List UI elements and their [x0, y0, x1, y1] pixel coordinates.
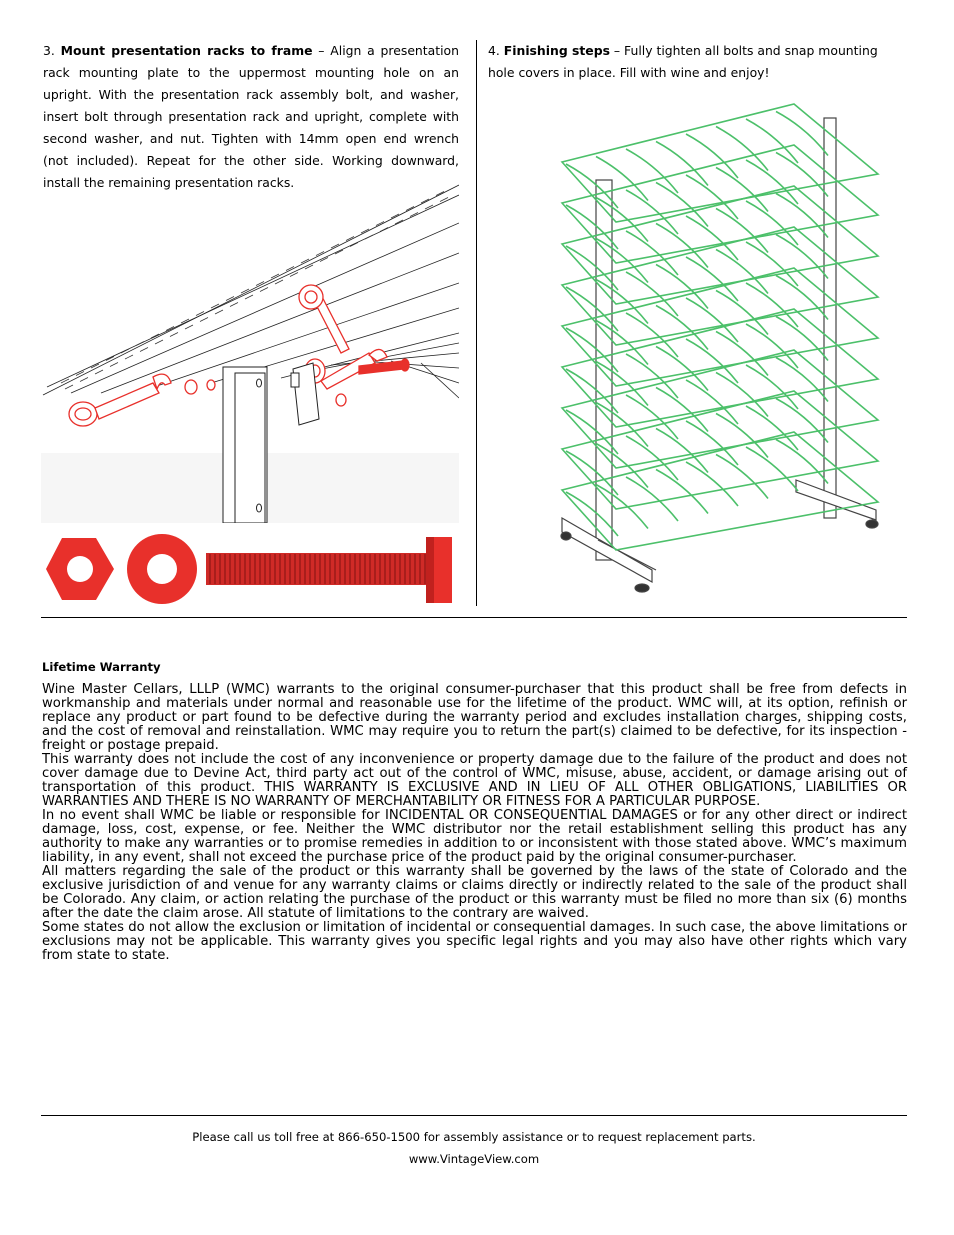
step-3-text: – Align a presentation rack mounting plate to the uppermost mounting hole on an upright. With the presentation rack assembly bolt, and washer, insert bolt through presentation rack and upright, complete with second washer, and nut. Tighten with 14mm open end wrench (not included). Repeat for the other side. Working downward, install the remaining presentation racks. [43, 43, 459, 190]
warranty-paragraph: Wine Master Cellars, LLLP (WMC) warrants to the original consumer-purchaser that this product shall be free from defects in workmanship and materials under normal and reasonable use for the lifetime of the product. WMC will, at its option, refinish or replace any product or part found to be defective during the warranty period and excludes installation charges, shipping costs, and the cost of removal and reinstallation. WMC may require you to return the part(s) claimed to be defective, for its inspection - freight or postage prepaid. [42, 682, 907, 753]
finished-rack-illustration [556, 100, 886, 596]
support-phone-line: Please call us toll free at 866-650-1500 for assembly assistance or to request replacement parts. [192, 1130, 756, 1144]
step-4-title: Finishing steps [503, 43, 610, 58]
footer-divider [41, 1115, 907, 1116]
step-3-title: Mount presentation racks to frame [60, 43, 313, 58]
step-4-number: 4. [488, 43, 500, 58]
warranty-paragraph: In no event shall WMC be liable or responsible for INCIDENTAL OR CONSEQUENTIAL DAMAGES or for any other direct or indirect damage, loss, cost, expense, or fee. Neither the WMC distributor nor the retail establishment selling this product has any authority to make any warranties or to promise remedies in addition to or inconsistent with those stated above. WMC’s maximum liability, in any event, shall not exceed the purchase price of the product paid by the original consumer-purchaser. [42, 808, 907, 865]
warranty-text [42, 683, 907, 963]
step-4-instructions [488, 40, 908, 84]
warranty-paragraph: This warranty does not include the cost of any inconvenience or property damage due to the failure of the product and does not cover damage due to Devine Act, third party act out of the control of WMC, misuse, abuse, accident, or damage arising out of transportation of this product. THIS WARRANTY IS EXCLUSIVE AND IN LIEU OF ALL OTHER OBLIGATIONS, LIABILITIES OR WARRANTIES AND THERE IS NO WARRANTY OF MERCHANTABILITY OR FITNESS FOR A PARTICULAR PURPOSE. [42, 752, 907, 809]
rack-mounting-illustration [41, 183, 459, 523]
step-3-number: 3. [43, 43, 55, 58]
section-divider [41, 617, 907, 618]
warranty-title: Lifetime Warranty [42, 660, 161, 674]
warranty-paragraph: Some states do not allow the exclusion or limitation of incidental or consequential damages. In such case, the above limitations or exclusions may not be applicable. This warranty gives you specific legal rights and you may also have other rights which vary from state to state. [42, 920, 907, 963]
step-3-instructions [43, 40, 459, 194]
website-link[interactable]: www.VintageView.com [408, 1152, 540, 1166]
warranty-paragraph: All matters regarding the sale of the product or this warranty shall be governed by the laws of the state of Colorado and the exclusive jurisdiction of and venue for any warranty claims or claims directly or indirectly related to the sale of the product shall be Colorado. Any claim, or action relating the purchase of the product or this warranty must be filed no more than six (6) months after the date the claim arose. All statute of limitations to the contrary are waived. [42, 864, 907, 921]
step-4-text: – Fully tighten all bolts and snap mounting hole covers in place. Fill with wine and enjoy! [488, 43, 878, 80]
footer [41, 1126, 907, 1170]
column-divider [476, 40, 477, 606]
bolt-icon [206, 537, 452, 603]
hardware-closeup [44, 534, 458, 606]
